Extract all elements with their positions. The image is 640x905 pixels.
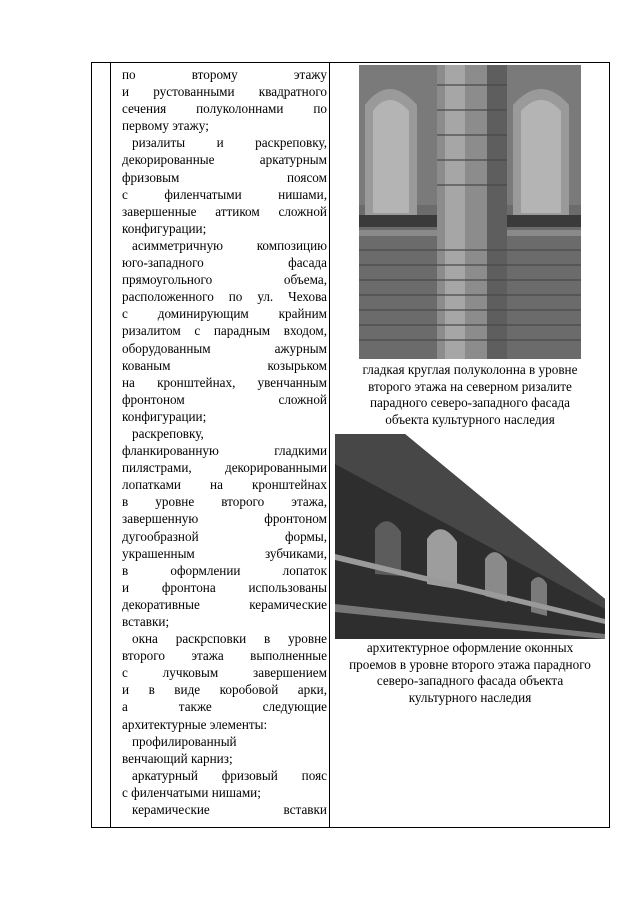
- text-line: и в виде коробовой арки,: [122, 682, 327, 698]
- caption-line: проемов в уровне второго этажа парадного: [349, 656, 591, 672]
- caption-line: северо-западного фасада объекта: [376, 673, 564, 688]
- text-line: керамические вставки: [132, 802, 327, 818]
- text-line: а также следующие: [122, 699, 327, 715]
- semi-column-photo: [359, 65, 581, 359]
- text-line: расположенного по ул. Чехова: [122, 289, 327, 305]
- text-line: ризалиты и раскреповку,: [132, 135, 327, 151]
- text-line: архитектурные элементы:: [122, 716, 268, 732]
- window-openings-photo: [335, 434, 605, 639]
- text-line: декоративные керамические: [122, 596, 327, 612]
- description-text: [122, 66, 327, 818]
- text-line: и рустованными квадратного: [122, 84, 327, 100]
- text-line: завершенные аттиком сложной: [122, 203, 327, 219]
- text-line: фронтоном сложной: [122, 391, 327, 407]
- caption-line: культурного наследия: [408, 689, 532, 705]
- text-line: с филенчатыми нишами;: [122, 784, 261, 800]
- column-divider: [329, 63, 330, 827]
- text-line: вставки;: [122, 614, 170, 629]
- semi-column-caption: [333, 362, 607, 428]
- text-line: с филенчатыми нишами,: [122, 186, 327, 202]
- text-line: в оформлении лопаток: [122, 562, 327, 578]
- text-line: ризалитом с парадным входом,: [122, 323, 327, 339]
- caption-line: гладкая круглая полуколонна в уровне: [362, 362, 578, 377]
- text-line: профилированный: [132, 733, 237, 749]
- caption-line: объекта культурного наследия: [385, 411, 555, 427]
- window-openings-caption: [333, 640, 607, 706]
- text-line: фризовым поясом: [122, 169, 327, 185]
- text-line: прямоугольного объема,: [122, 272, 327, 288]
- caption-line: второго этажа на северном ризалите: [368, 378, 572, 394]
- text-line: кованым козырьком: [122, 357, 327, 373]
- text-line: юго-западного фасада: [122, 255, 327, 271]
- text-line: второго этажа выполненные: [122, 648, 327, 664]
- text-line: конфигурации;: [122, 220, 207, 236]
- text-line: венчающий карниз;: [122, 750, 233, 766]
- text-line: первому этажу;: [122, 118, 209, 134]
- text-line: с доминирующим крайним: [122, 306, 327, 322]
- text-line: асимметричную композицию: [132, 237, 327, 253]
- text-line: декорированные аркатурным: [122, 152, 327, 168]
- text-line: фланкированную гладкими: [122, 443, 327, 459]
- text-line: пилястрами, декорированными: [122, 460, 327, 476]
- text-line: конфигурации;: [122, 408, 207, 424]
- text-line: раскреповку,: [132, 425, 204, 441]
- text-line: в уровне второго этажа,: [122, 494, 327, 510]
- text-line: аркатурный фризовый пояс: [132, 767, 327, 783]
- text-line: сечения полуколоннами по: [122, 101, 327, 117]
- text-line: и фронтона использованы: [122, 579, 327, 595]
- text-line: на кронштейнах, увенчанным: [122, 374, 327, 390]
- text-line: лопатками на кронштейнах: [122, 477, 327, 493]
- text-line: окна раскрсповки в уровне: [132, 631, 327, 647]
- text-line: по второму этажу: [122, 67, 327, 82]
- document-table: [91, 62, 610, 828]
- text-line: завершенную фронтоном: [122, 511, 327, 527]
- text-line: украшенным зубчиками,: [122, 545, 327, 561]
- caption-line: архитектурное оформление оконных: [366, 640, 574, 655]
- image-column: [333, 65, 607, 706]
- caption-line: парадного северо-западного фасада: [369, 395, 571, 410]
- text-line: оборудованным ажурным: [122, 340, 327, 356]
- text-line: с лучковым завершением: [122, 665, 327, 681]
- text-line: дугообразной формы,: [122, 528, 327, 544]
- column-divider: [110, 63, 111, 827]
